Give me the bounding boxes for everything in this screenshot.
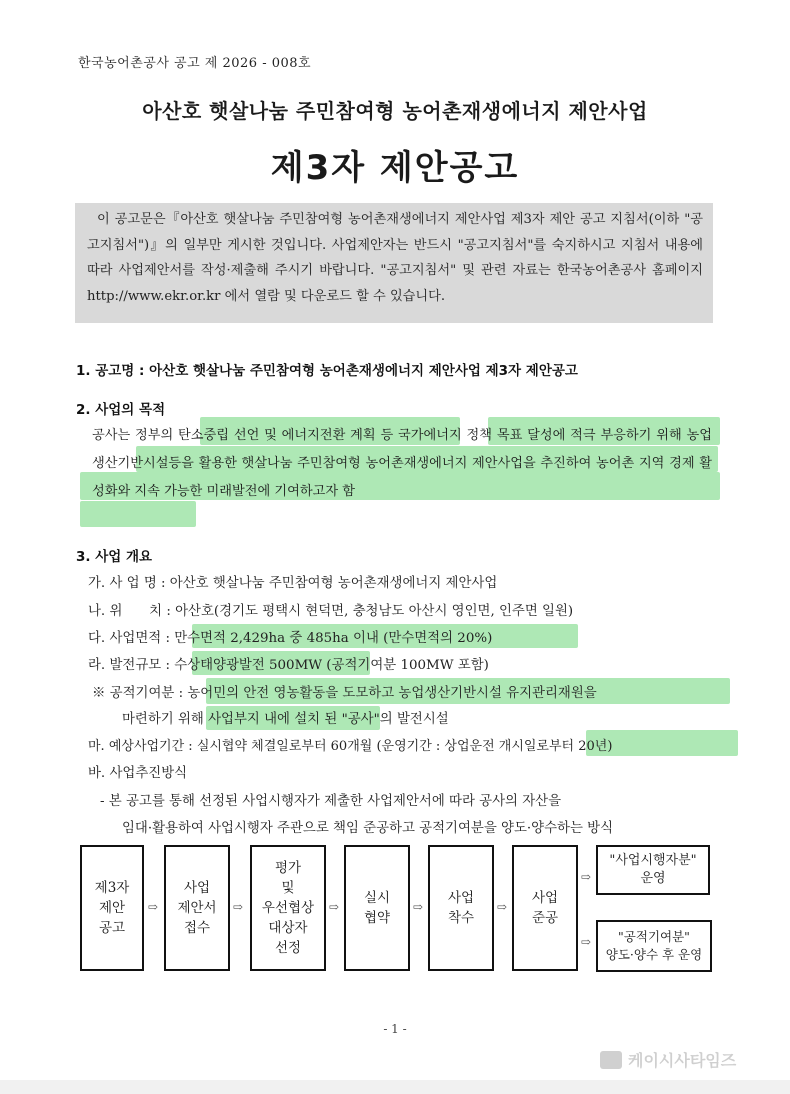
arrow-icon: ⇨ (148, 900, 159, 914)
watermark-text: 케이시사타임즈 (628, 1051, 737, 1070)
flow-step-commencement: 사업 착수 (428, 845, 494, 971)
arrow-icon: ⇨ (413, 900, 424, 914)
overview-method-line2: 임대·활용하여 사업시행자 주관으로 책임 준공하고 공적기여분을 양도·양수하는 방식 (122, 821, 614, 836)
overview-capacity: 라. 발전규모 : 수상태양광발전 500MW (공적기여분 100MW 포함) (88, 658, 489, 673)
overview-method-line1: - 본 공고를 통해 선정된 사업시행자가 제출한 사업제안서에 따라 공사의 자산을 (100, 794, 562, 809)
arrow-icon: ⇨ (497, 900, 508, 914)
flow-step-agreement: 실시 협약 (344, 845, 410, 971)
document-number: 한국농어촌공사 공고 제 2026 - 008호 (78, 56, 312, 71)
flow-step-completion: 사업 준공 (512, 845, 578, 971)
arrow-icon: ⇨ (233, 900, 244, 914)
watermark (600, 1048, 736, 1071)
overview-public-contribution: ※ 공적기여분 : 농어민의 안전 영농활동을 도모하고 농업생산기반시설 유지관리재원을 (92, 686, 597, 701)
overview-period: 마. 예상사업기간 : 실시협약 체결일로부터 60개월 (운영기간 : 상업운전 개시일로부터 20년) (88, 739, 613, 754)
footer-strip (0, 1080, 790, 1094)
overview-public-contribution-cont: 마련하기 위해 사업부지 내에 설치 된 "공사"의 발전시설 (122, 712, 449, 727)
overview-method-heading: 바. 사업추진방식 (88, 766, 188, 781)
purpose-paragraph (92, 422, 712, 506)
overview-project-name: 가. 사 업 명 : 아산호 햇살나눔 주민참여형 농어촌재생에너지 제안사업 (88, 576, 498, 591)
arrow-icon: ⇨ (581, 935, 592, 949)
flow-step-evaluation: 평가 및 우선협상 대상자 선정 (250, 845, 326, 971)
arrow-icon: ⇨ (581, 870, 592, 884)
page-number: - 1 - (383, 1022, 407, 1036)
flow-step-announcement: 제3자 제안 공고 (80, 845, 144, 971)
watermark-logo-icon (600, 1051, 622, 1069)
flow-step-proposal-receipt: 사업 제안서 접수 (164, 845, 230, 971)
overview-location: 나. 위 치 : 아산호(경기도 평택시 현덕면, 충청남도 아산시 영인면, 인주면 일원) (88, 604, 574, 619)
purpose-text: 공사는 정부의 탄소중립 선언 및 에너지전환 계획 등 국가에너지 정책 목표 달성에 적극 부응하기 위해 농업생산기반시설등을 활용한 햇살나눔 주민참여형 농어촌재생에너지 제안사업을 추진하여 농어촌 지역 경제 활성화와 지속 가능한 미래발전에 기여하고자 함 (92, 428, 712, 499)
notice-text: 이 공고문은『아산호 햇살나눔 주민참여형 농어촌재생에너지 제안사업 제3자 제안 공고 지침서(이하 "공고지침서")』의 일부만 게시한 것입니다. 사업제안자는 반드시 "공고지침서"를 숙지하시고 지침서 내용에 따라 사업제안서를 작성·제출해 주시기 바랍니다. "공고지침서" 및 관련 자료는 한국농어촌공사 홈페이지 http://www.ekr.or.kr 에서 열람 및 다운로드 할 수 있습니다. (87, 212, 703, 304)
page-title: 제3자 제안공고 (270, 148, 520, 188)
section-1-heading: 1. 공고명 : 아산호 햇살나눔 주민참여형 농어촌재생에너지 제안사업 제3자 제안공고 (76, 363, 578, 379)
project-subtitle: 아산호 햇살나눔 주민참여형 농어촌재생에너지 제안사업 (142, 99, 648, 123)
arrow-icon: ⇨ (329, 900, 340, 914)
flow-outcome-public: "공적기여분" 양도·양수 후 운영 (596, 920, 712, 972)
notice-box (75, 203, 713, 323)
overview-area: 다. 사업면적 : 만수면적 2,429ha 중 485ha 이내 (만수면적의 20%) (88, 631, 493, 646)
section-2-heading: 2. 사업의 목적 (76, 402, 166, 418)
section-3-heading: 3. 사업 개요 (76, 549, 153, 565)
flow-outcome-operator: "사업시행자분" 운영 (596, 845, 710, 895)
